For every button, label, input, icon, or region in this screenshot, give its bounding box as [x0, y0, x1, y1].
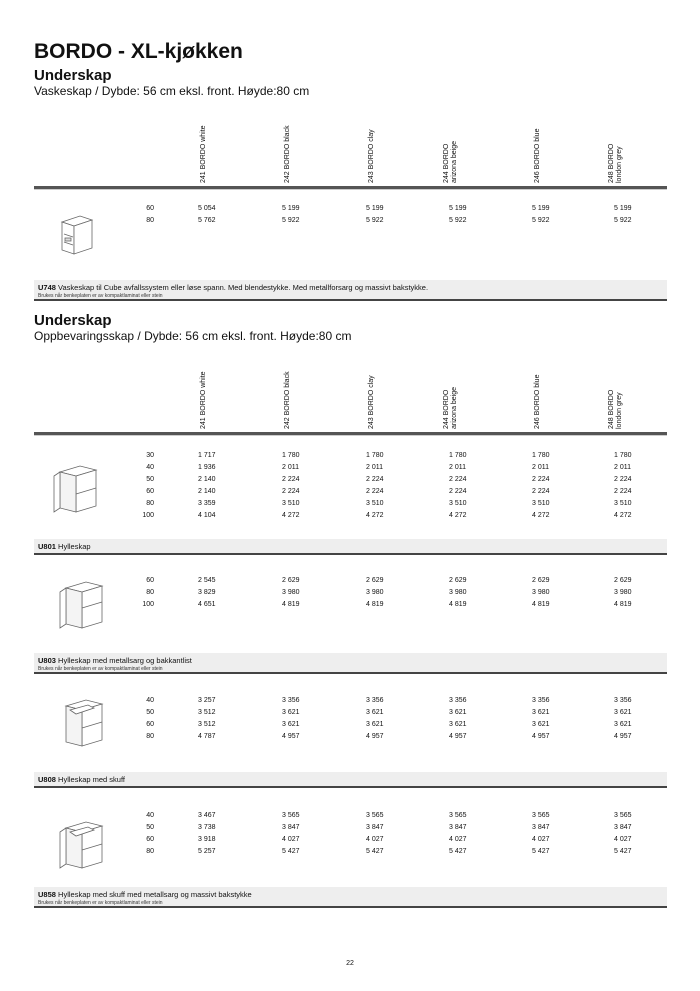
- price-cell: 5 922: [614, 217, 632, 224]
- row-size: 60: [146, 205, 154, 212]
- price-cell: 1 780: [614, 452, 632, 459]
- product-note: Brukes når benkeplaten er av kompaktlaminat eller stein: [38, 900, 163, 906]
- column-header-label: 241 BORDO white: [200, 125, 207, 183]
- price-cell: 3 565: [366, 812, 384, 819]
- product-footer-u808: [34, 772, 667, 786]
- column-header-label: 244 BORDO arizona beige: [443, 386, 458, 429]
- table-subrule-1: [34, 189, 667, 190]
- price-cell: 4 819: [449, 601, 467, 608]
- price-cell: 3 621: [532, 721, 550, 728]
- price-cell: 3 829: [198, 589, 216, 596]
- price-cell: 5 427: [282, 848, 300, 855]
- row-size: 100: [142, 512, 154, 519]
- price-cell: 3 980: [449, 589, 467, 596]
- price-cell: 2 629: [449, 577, 467, 584]
- price-cell: 4 819: [614, 601, 632, 608]
- row-size: 60: [146, 721, 154, 728]
- price-cell: 4 272: [366, 512, 384, 519]
- row-size: 50: [146, 824, 154, 831]
- footer-rule: [34, 672, 667, 674]
- price-cell: 3 621: [449, 709, 467, 716]
- price-cell: 4 027: [614, 836, 632, 843]
- price-cell: 5 199: [282, 205, 300, 212]
- price-cell: 2 011: [449, 464, 466, 471]
- price-cell: 5 427: [532, 848, 550, 855]
- price-cell: 2 011: [614, 464, 631, 471]
- price-cell: 4 027: [366, 836, 384, 843]
- column-header: [608, 339, 700, 429]
- price-cell: 3 980: [366, 589, 384, 596]
- product-code: U808: [38, 775, 56, 784]
- price-cell: 4 272: [449, 512, 467, 519]
- price-cell: 2 140: [198, 476, 216, 483]
- price-cell: 3 510: [614, 500, 632, 507]
- price-cell: 3 565: [532, 812, 550, 819]
- price-cell: 3 510: [532, 500, 550, 507]
- price-cell: 5 922: [449, 217, 467, 224]
- price-cell: 3 356: [366, 697, 384, 704]
- row-size: 60: [146, 488, 154, 495]
- price-cell: 5 199: [366, 205, 384, 212]
- price-cell: 3 980: [614, 589, 632, 596]
- section-heading-2: Underskap: [34, 312, 112, 329]
- price-cell: 2 224: [449, 488, 467, 495]
- row-size: 100: [142, 601, 154, 608]
- product-footer-u858: [34, 887, 667, 906]
- product-code: U748: [38, 283, 56, 292]
- price-cell: 3 565: [614, 812, 632, 819]
- price-cell: 3 980: [282, 589, 300, 596]
- price-cell: 5 199: [614, 205, 632, 212]
- price-cell: 4 104: [198, 512, 216, 519]
- row-size: 40: [146, 464, 154, 471]
- drawer-cabinet-metal-illustration: [58, 818, 108, 873]
- column-header-label: 242 BORDO black: [284, 125, 291, 183]
- price-cell: 3 356: [614, 697, 632, 704]
- price-cell: 1 780: [282, 452, 300, 459]
- price-cell: 3 512: [198, 721, 216, 728]
- price-cell: 4 957: [449, 733, 467, 740]
- price-cell: 2 629: [532, 577, 550, 584]
- product-footer-u803: [34, 653, 667, 672]
- price-cell: 3 510: [449, 500, 467, 507]
- price-cell: 4 027: [449, 836, 467, 843]
- price-cell: 5 427: [449, 848, 467, 855]
- price-cell: 3 356: [449, 697, 467, 704]
- price-cell: 4 272: [614, 512, 632, 519]
- footer-rule: [34, 906, 667, 908]
- row-size: 60: [146, 577, 154, 584]
- price-cell: 2 224: [282, 488, 300, 495]
- price-cell: 2 140: [198, 488, 216, 495]
- row-size: 80: [146, 217, 154, 224]
- footer-rule: [34, 553, 667, 555]
- row-size: 40: [146, 697, 154, 704]
- row-size: 50: [146, 476, 154, 483]
- price-cell: 2 011: [532, 464, 549, 471]
- column-header-label: 241 BORDO white: [200, 371, 207, 429]
- row-size: 40: [146, 812, 154, 819]
- row-size: 80: [146, 589, 154, 596]
- table-subrule-2: [34, 435, 667, 436]
- price-cell: 4 957: [366, 733, 384, 740]
- price-cell: 1 717: [198, 452, 216, 459]
- price-cell: 5 427: [366, 848, 384, 855]
- column-header-label: 243 BORDO clay: [368, 375, 375, 429]
- price-cell: 3 356: [282, 697, 300, 704]
- column-header-label: 242 BORDO black: [284, 371, 291, 429]
- column-header-label: 246 BORDO blue: [534, 374, 541, 429]
- row-size: 80: [146, 500, 154, 507]
- price-cell: 2 224: [532, 476, 550, 483]
- price-cell: 3 621: [366, 721, 384, 728]
- price-cell: 5 427: [614, 848, 632, 855]
- product-code: U803: [38, 656, 56, 665]
- price-cell: 2 224: [532, 488, 550, 495]
- product-description: Hylleskap: [58, 542, 91, 551]
- price-cell: 3 510: [366, 500, 384, 507]
- price-cell: 3 621: [282, 721, 300, 728]
- price-cell: 3 621: [532, 709, 550, 716]
- price-cell: 3 467: [198, 812, 216, 819]
- price-cell: 4 957: [532, 733, 550, 740]
- product-code: U801: [38, 542, 56, 551]
- price-cell: 3 257: [198, 697, 216, 704]
- column-header: [282, 339, 372, 429]
- price-cell: 3 510: [282, 500, 300, 507]
- price-cell: 5 922: [532, 217, 550, 224]
- section-subheading-1: Vaskeskap / Dybde: 56 cm eksl. front. Høyde:80 cm: [34, 84, 310, 98]
- price-cell: 4 819: [282, 601, 300, 608]
- product-code: U858: [38, 890, 56, 899]
- price-cell: 5 762: [198, 217, 216, 224]
- sink-cabinet-illustration: [56, 208, 96, 258]
- section-subheading-2: Oppbevaringsskap / Dybde: 56 cm eksl. front. Høyde:80 cm: [34, 329, 352, 343]
- price-cell: 3 512: [198, 709, 216, 716]
- price-cell: 4 272: [532, 512, 550, 519]
- column-header-label: 248 BORDO london grey: [608, 143, 623, 183]
- row-size: 30: [146, 452, 154, 459]
- price-cell: 4 651: [198, 601, 216, 608]
- section-heading-1: Underskap: [34, 67, 112, 84]
- price-cell: 3 621: [366, 709, 384, 716]
- product-description: Hylleskap med metallsarg og bakkantlist: [58, 656, 192, 665]
- price-cell: 4 272: [282, 512, 300, 519]
- price-cell: 2 224: [614, 476, 632, 483]
- product-description: Hylleskap med skuff med metallsarg og massivt bakstykke: [58, 890, 252, 899]
- price-cell: 2 629: [614, 577, 632, 584]
- footer-rule: [34, 786, 667, 788]
- product-note: Brukes når benkeplaten er av kompaktlaminat eller stein: [38, 293, 163, 299]
- price-cell: 1 780: [532, 452, 550, 459]
- price-cell: 5 922: [366, 217, 384, 224]
- column-header: [443, 93, 539, 183]
- price-cell: 5 922: [282, 217, 300, 224]
- price-cell: 5 199: [449, 205, 467, 212]
- price-cell: 3 359: [198, 500, 216, 507]
- price-cell: 3 738: [198, 824, 216, 831]
- price-cell: 4 957: [614, 733, 632, 740]
- column-header: [608, 93, 700, 183]
- price-cell: 3 621: [614, 721, 632, 728]
- price-cell: 4 957: [282, 733, 300, 740]
- price-cell: 2 011: [366, 464, 383, 471]
- column-header: [282, 93, 372, 183]
- price-cell: 3 847: [614, 824, 632, 831]
- column-header-label: 243 BORDO clay: [368, 129, 375, 183]
- price-cell: 4 819: [532, 601, 550, 608]
- price-cell: 3 847: [366, 824, 384, 831]
- price-cell: 1 780: [449, 452, 467, 459]
- price-cell: 3 565: [449, 812, 467, 819]
- price-cell: 5 054: [198, 205, 216, 212]
- price-cell: 2 011: [282, 464, 299, 471]
- column-header: [198, 93, 288, 183]
- shelf-cabinet-illustration: [52, 462, 102, 517]
- page-number: 22: [346, 960, 354, 967]
- price-cell: 3 621: [614, 709, 632, 716]
- shelf-cabinet-metal-illustration: [58, 578, 108, 633]
- row-size: 50: [146, 709, 154, 716]
- price-cell: 3 356: [532, 697, 550, 704]
- product-note: Brukes når benkeplaten er av kompaktlaminat eller stein: [38, 666, 163, 672]
- column-header: [443, 339, 539, 429]
- product-footer-u748: [34, 280, 667, 299]
- page-title: BORDO - XL-kjøkken: [34, 40, 243, 63]
- row-size: 80: [146, 848, 154, 855]
- price-cell: 2 224: [449, 476, 467, 483]
- column-header-label: 246 BORDO blue: [534, 128, 541, 183]
- product-description: Hylleskap med skuff: [58, 775, 126, 784]
- row-size: 80: [146, 733, 154, 740]
- price-cell: 1 936: [198, 464, 216, 471]
- drawer-cabinet-illustration: [58, 696, 108, 751]
- price-cell: 3 621: [449, 721, 467, 728]
- price-cell: 3 847: [282, 824, 300, 831]
- row-size: 60: [146, 836, 154, 843]
- price-cell: 2 545: [198, 577, 216, 584]
- price-cell: 2 629: [282, 577, 300, 584]
- price-cell: 3 847: [532, 824, 550, 831]
- price-cell: 1 780: [366, 452, 384, 459]
- price-cell: 2 224: [366, 488, 384, 495]
- product-description: Vaskeskap til Cube avfallssystem eller løse spann. Med blendestykke. Med metallforsarg og massivt bakstykke.: [58, 283, 429, 292]
- column-header: [198, 339, 288, 429]
- price-cell: 4 027: [282, 836, 300, 843]
- price-cell: 4 787: [198, 733, 216, 740]
- price-cell: 5 199: [532, 205, 550, 212]
- price-cell: 3 847: [449, 824, 467, 831]
- product-footer-u801: [34, 539, 667, 553]
- price-cell: 3 565: [282, 812, 300, 819]
- price-cell: 4 027: [532, 836, 550, 843]
- footer-rule: [34, 299, 667, 301]
- price-cell: 2 224: [614, 488, 632, 495]
- price-cell: 2 224: [282, 476, 300, 483]
- price-cell: 5 257: [198, 848, 216, 855]
- column-header-label: 244 BORDO arizona beige: [443, 140, 458, 183]
- price-cell: 3 621: [282, 709, 300, 716]
- price-cell: 2 224: [366, 476, 384, 483]
- price-cell: 3 918: [198, 836, 216, 843]
- price-cell: 2 629: [366, 577, 384, 584]
- price-cell: 4 819: [366, 601, 384, 608]
- column-header-label: 248 BORDO london grey: [608, 389, 623, 429]
- price-cell: 3 980: [532, 589, 550, 596]
